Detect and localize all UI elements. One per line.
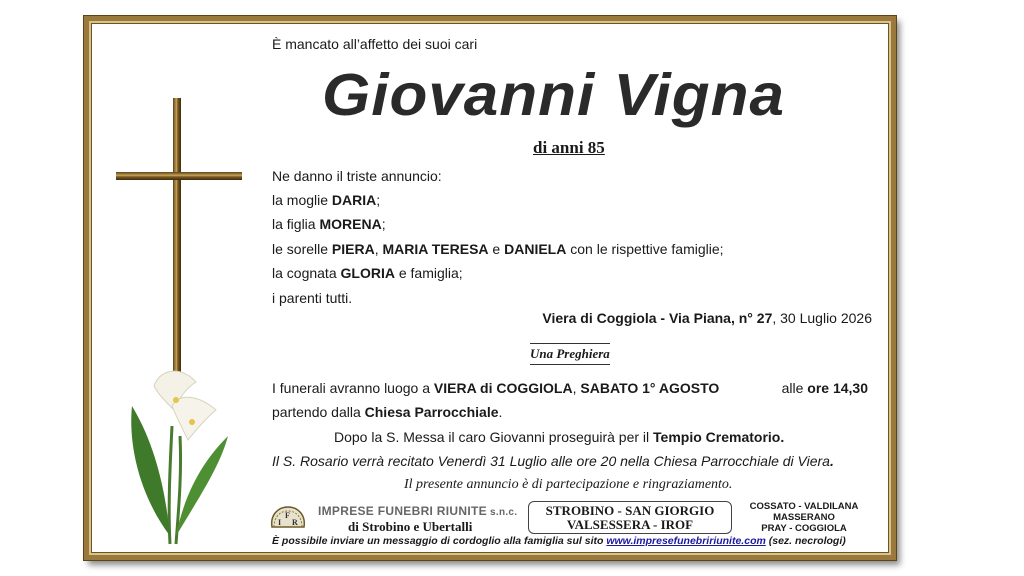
family-line-sisters: le sorelle PIERA, MARIA TERESA e DANIELA con le rispettive famiglie; — [272, 241, 724, 257]
intro-text: È mancato all’affetto dei suoi cari — [272, 36, 478, 52]
deceased-name: Giovanni Vigna — [322, 62, 785, 129]
rosary-line: Il S. Rosario verrà recitato Venerdì 31 Luglio alle ore 20 nella Chiesa Parrocchiale di Viera. — [272, 453, 834, 469]
svg-text:I: I — [278, 518, 282, 527]
company-logo-icon — [268, 503, 308, 531]
funeral-line: I funerali avranno luogo a VIERA di COGGIOLA, SABATO 1° AGOSTO alle ore 14,30 — [272, 380, 868, 396]
family-line-relatives: i parenti tutti. — [272, 290, 353, 306]
cross-icon-bar — [116, 172, 242, 180]
funeral-departure: partendo dalla Chiesa Parrocchiale. — [272, 404, 503, 420]
announce-line: Ne danno il triste annuncio: — [272, 168, 442, 184]
location-1: COSSATO - VALDILANA — [749, 501, 859, 512]
location-2: MASSERANO — [773, 512, 835, 523]
company-name: IMPRESE FUNEBRI RIUNITE s.n.c. — [318, 504, 518, 518]
website-link[interactable]: www.impresefunebririunite.com — [606, 535, 766, 547]
branches-box — [528, 501, 732, 534]
location-3: PRAY - COGGIOLA — [761, 523, 847, 534]
company-owners: di Strobino e Ubertalli — [348, 519, 473, 534]
prayer-label: Una Preghiera — [530, 343, 610, 365]
age-text: di anni 85 — [533, 138, 605, 157]
mass-line: Dopo la S. Messa il caro Giovanni proseguirà per il Tempio Crematorio. — [334, 429, 785, 445]
cross-icon — [173, 98, 181, 398]
participation-text: Il presente annuncio è di partecipazione e ringraziamento. — [404, 477, 733, 492]
svg-text:F: F — [285, 511, 290, 520]
locations-list — [744, 501, 864, 534]
family-line-daughter: la figlia MORENA; — [272, 216, 386, 232]
footer-note: È possibile inviare un messaggio di cordoglio alla famiglia sul sito www.impresefunebririunite.com (sez. necrologi) — [272, 535, 846, 547]
svg-text:R: R — [292, 518, 298, 527]
family-line-sister-in-law: la cognata GLORIA e famiglia; — [272, 265, 463, 281]
branches-line-2: VALSESSERA - IROF — [566, 517, 694, 532]
calla-lily-icon — [120, 366, 240, 546]
address-date: Viera di Coggiola - Via Piana, n° 27, 30 Luglio 2026 — [542, 310, 872, 326]
branches-line-1: STROBINO - SAN GIORGIO — [545, 503, 715, 518]
family-line-wife: la moglie DARIA; — [272, 192, 381, 208]
